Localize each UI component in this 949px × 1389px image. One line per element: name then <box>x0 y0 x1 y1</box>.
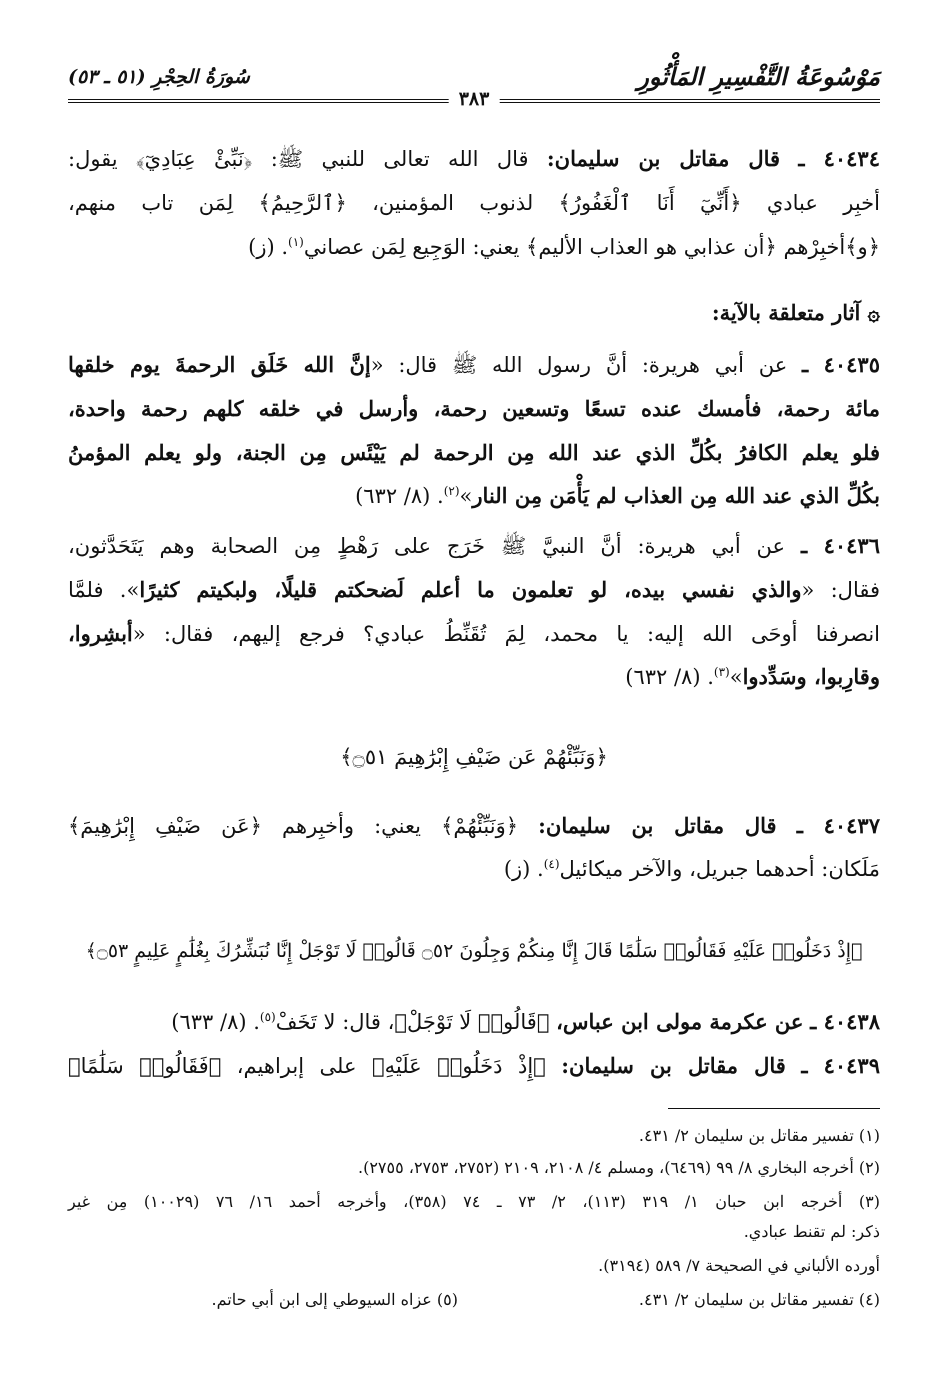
narration-40438 <box>68 1007 880 1037</box>
narration-text: ﴿إِذْ دَخَلُوا۟ عَلَيْهِ﴾ على إبراهيم، ﴿فَقَالُوا۟ سَلَٰمًا﴾ <box>68 1054 546 1078</box>
narration-40437-line-1 <box>68 811 880 841</box>
hadith-text: والذي نفسي بيده، لو تعلمون ما أعلم لَضحكتم قليلًا، ولبكيتم كثيرًا <box>139 577 802 602</box>
narration-40439 <box>68 1051 880 1081</box>
narration-40435-line-2: مائة رحمة، فأمسك عنده تسعًا وتسعين رحمة، وأرسل في خلقه كلهم رحمة واحدة، <box>68 396 880 421</box>
narration-40435-line-4 <box>68 481 880 511</box>
page-number: ٣٨٣ <box>449 88 500 110</box>
narration-40434-line-3 <box>68 232 880 262</box>
narrator: عن عكرمة مولى ابن عباس، <box>556 1009 804 1034</box>
footnote-3: (٣) أخرجه ابن حبان ١/ ٣١٩ (١١٣)، ٢/ ٧٣ ـ ٧٤ (٣٥٨)، وأخرجه أحمد ١٦/ ٧٦ (١٠٠٢٩) مِن غير <box>68 1192 881 1211</box>
narration-text: قال الله تعالى للنبي ﷺ: ﴿نَبِّئْ عِبَادِيٓ﴾ يقول: <box>68 147 529 171</box>
footnote-1: (١) تفسير مقاتل بن سليمان ٢/ ٤٣١. <box>638 1126 880 1145</box>
narration-40434-line-1 <box>68 144 880 174</box>
section-heading: ۞ آثار متعلقة بالآية: <box>711 300 880 325</box>
footnote-ref-4[interactable]: (٤) <box>543 857 560 871</box>
narration-text: عن أبي هريرة: أنَّ رسول الله ﷺ قال: « <box>370 353 788 377</box>
narration-40435-line-3: فلو يعلم الكافرُ بكُلِّ الذي عند الله مِن الرحمة لم يَيْئَس مِن الجنة، ولو يعلم المؤمنُ <box>68 440 880 465</box>
footnote-ref-1[interactable]: (١) <box>288 235 304 249</box>
narrator: قال مقاتل بن سليمان: <box>538 813 777 838</box>
narration-number: ٤٠٤٣٤ ـ <box>798 146 880 171</box>
ayah-52-53: ﴿إِذْ دَخَلُوا۟ عَلَيْهِ فَقَالُوا۟ سَلَٰمًا قَالَ إِنَّا مِنكُمْ وَجِلُونَ ۝٥٢ قَالُوا۟ لَا تَوْجَلْ إِنَّا نُبَشِّرُكَ بِغُلَٰمٍ عَلِيمٍ ۝٥٣﴾ <box>85 940 863 962</box>
narration-40436-line-3 <box>68 619 880 649</box>
book-title: مَوْسُوعَةُ التَّفْسِيرِ المَأْثُورِ <box>637 62 880 91</box>
narration-40435-line-1 <box>68 350 880 380</box>
narration-40436-line-1 <box>68 531 880 561</box>
narration-number: ٤٠٤٣٩ ـ <box>801 1053 880 1078</box>
narrator: قال مقاتل بن سليمان: <box>561 1053 786 1078</box>
narration-40436-line-4 <box>68 662 880 692</box>
narration-number: ٤٠٤٣٥ ـ <box>802 352 880 377</box>
footnote-5: (٥) عزاه السيوطي إلى ابن أبي حاتم. <box>211 1290 458 1309</box>
narration-40437-line-2 <box>68 854 880 884</box>
narration-text: عن أبي هريرة: أنَّ النبيَّ ﷺ خَرَج على رَهْطٍ مِن الصحابة وهم يَتَحَدَّثون، <box>68 534 786 558</box>
volume-page-ref: . (٨/ ٦٣٣) <box>171 1010 260 1034</box>
narration-number: ٤٠٤٣٧ ـ <box>796 813 880 838</box>
footnote-ref-5[interactable]: (٥) <box>259 1010 276 1024</box>
volume-page-ref: . (٨/ ٦٣٢) <box>355 484 444 508</box>
narration-text: ﴿وَنَبِّئْهُمْ﴾ يعني: وأخبِرهم ﴿عَن ضَيْفِ إِبْرَٰهِيمَ﴾ <box>68 814 519 838</box>
hadith-text: وقارِبوا، وسَدِّدوا <box>742 664 880 689</box>
narrator: قال مقاتل بن سليمان: <box>546 146 781 171</box>
quote-close: » <box>729 665 743 689</box>
footnote-ref-3[interactable]: (٣) <box>713 665 730 679</box>
source-tag: . (ز) <box>503 857 544 881</box>
footnote-ref-2[interactable]: (٢) <box>443 484 460 498</box>
footnote-2: (٢) أخرجه البخاري ٨/ ٩٩ (٦٤٦٩)، ومسلم ٤/ ٢١٠٨، ٢١٠٩ (٢٧٥٢، ٢٧٥٣، ٢٧٥٥). <box>358 1158 880 1177</box>
footnote-4: (٤) تفسير مقاتل بن سليمان ٢/ ٤٣١. <box>638 1290 880 1309</box>
footnote-3-note: أورده الألباني في الصحيحة ٧/ ٥٨٩ (٣١٩٤). <box>598 1256 880 1275</box>
hadith-text: بكُلِّ الذي عند الله مِن العذاب لم يَأْمَن مِن النار <box>472 483 880 508</box>
hadith-text: إنَّ الله خَلَق الرحمةَ يوم خلقها <box>68 352 371 377</box>
narration-40434-line-2: أخبِر عبادي ﴿أَنِّيٓ أَنَا ٱلْغَفُورُ﴾ لذنوب المؤمنين، ﴿ٱلرَّحِيمُ﴾ لِمَن تاب منهم، <box>68 191 880 215</box>
volume-page-ref: . (٨/ ٦٣٢) <box>625 665 714 689</box>
hadith-text: أبشِروا، <box>68 621 133 646</box>
narration-text: ». فلمَّا <box>68 578 140 602</box>
footnote-3-continued: ذكر: لم تقنط عبادي. <box>743 1222 880 1241</box>
narration-text: ﴿قَالُوا۟ لَا تَوْجَلْ﴾، قال: لا تَخَفْ <box>275 1010 550 1034</box>
narration-text: فقال: « <box>801 578 881 602</box>
ayah-51: ﴿وَنَبِّئْهُمْ عَن ضَيْفِ إِبْرَٰهِيمَ ۝٥١﴾ <box>340 745 608 769</box>
narration-text: مَلَكان: أحدهما جبريل، والآخر ميكائيل <box>559 857 880 881</box>
source-tag: . (ز) <box>248 235 289 259</box>
surah-range: سُورَةُ الحِجْرِ (٥١ ـ ٥٣) <box>68 66 250 88</box>
quote-close: » <box>459 484 473 508</box>
narration-number: ٤٠٤٣٦ ـ <box>800 533 880 558</box>
narration-40436-line-2 <box>68 575 880 605</box>
narration-text: انصرفنا أوحَى الله إليه: يا محمد، لِمَ تُقَنِّطُ عبادي؟ فرجع إليهم، فقال: « <box>132 622 880 646</box>
page-header <box>68 52 880 110</box>
narration-text: ﴿و﴾أخبِرْهم ﴿أن عذابي هو العذاب الأليم﴾ يعني: الوَجِيع لِمَن عصاني <box>303 235 880 259</box>
footnote-separator <box>668 1108 880 1109</box>
narration-number: ٤٠٤٣٨ ـ <box>810 1009 880 1034</box>
